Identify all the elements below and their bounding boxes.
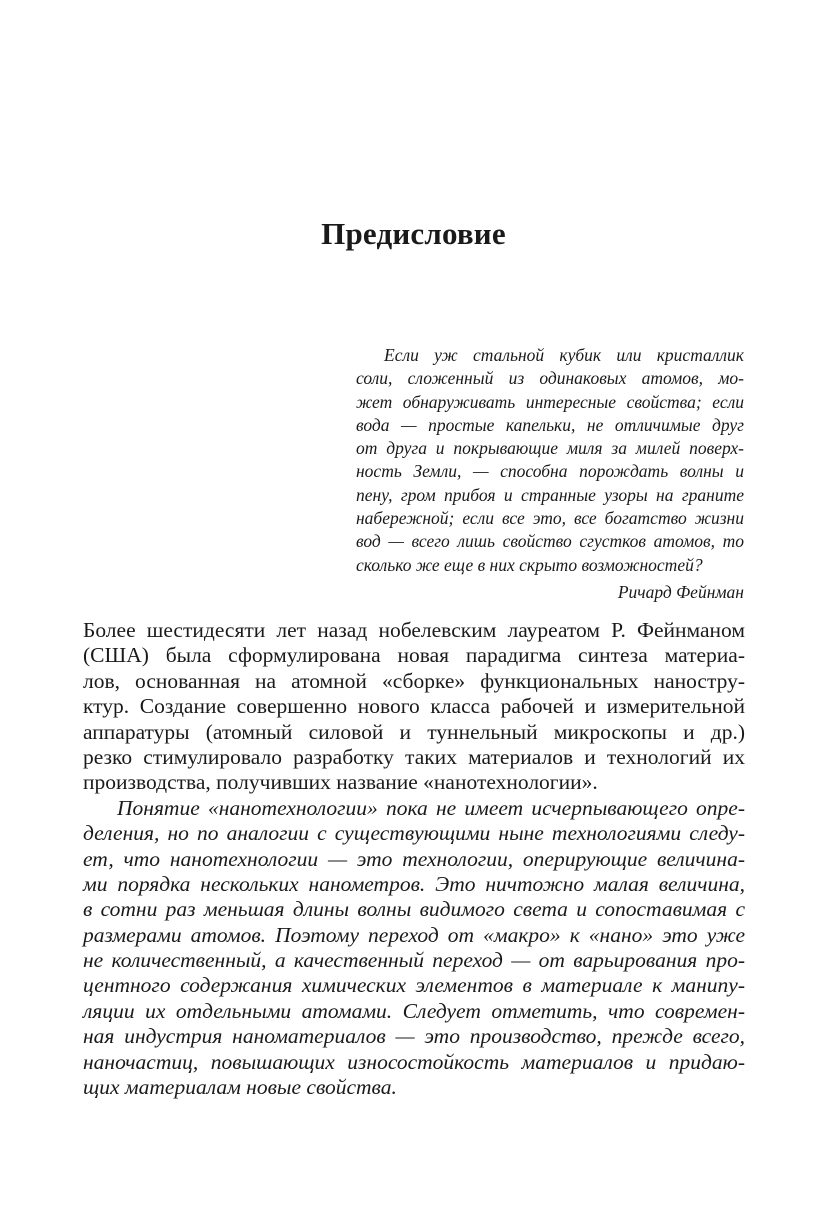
epigraph-line: пену, гром прибоя и странные узоры на граните bbox=[356, 484, 744, 505]
epigraph-author: Ричард Фейнман bbox=[617, 581, 744, 602]
epigraph bbox=[356, 344, 744, 604]
epigraph-line: жет обнаруживать интересные свойства; если bbox=[356, 391, 744, 412]
epigraph-line: Если уж стальной кубик или кристаллик bbox=[384, 345, 744, 365]
paragraph-line: лов, основанная на атомной «сборке» функциональных наностру- bbox=[83, 668, 745, 693]
paragraph-line: ляции их отдельными атомами. Следует отметить, что современ- bbox=[83, 998, 745, 1023]
epigraph-line: сколько же еще в них скрыто возможностей? bbox=[356, 554, 703, 575]
page-title: Предисловие bbox=[321, 216, 506, 251]
paragraph-line: деления, но по аналогии с существующими ныне технологиями следу- bbox=[83, 821, 745, 846]
epigraph-line: от друга и покрывающие миля за милей поверх- bbox=[356, 438, 744, 459]
paragraph-line: резко стимулировало разработку таких материалов и технологий их bbox=[83, 744, 745, 769]
epigraph-line: набережной; если все это, все богатство жизни bbox=[356, 508, 744, 529]
paragraph-line: наночастиц, повышающих износостойкость материалов и придаю- bbox=[83, 1049, 745, 1074]
epigraph-line: ность Земли, — способна порождать волны и bbox=[356, 461, 744, 482]
paragraph-line: щих материалам новые свойства. bbox=[83, 1075, 397, 1100]
paragraph-line: размерами атомов. Поэтому переход от «макро» к «нано» это уже bbox=[83, 922, 745, 947]
paragraph-line: ми порядка нескольких нанометров. Это ничтожно малая величина, bbox=[83, 871, 745, 896]
epigraph-line: соли, сложенный из одинаковых атомов, мо- bbox=[356, 368, 744, 389]
paragraph-2 bbox=[83, 796, 745, 1101]
paragraph-line: (США) была сформулирована новая парадигма синтеза материа- bbox=[83, 643, 745, 668]
paragraph-line: аппаратуры (атомный силовой и туннельный микроскопы и др.) bbox=[83, 719, 745, 744]
paragraph-line: ктур. Создание совершенно нового класса рабочей и измерительной bbox=[83, 694, 745, 719]
paragraph-line: ная индустрия наноматериалов — это производство, прежде всего, bbox=[83, 1024, 745, 1049]
paragraph-1 bbox=[83, 618, 745, 796]
paragraph-line: центного содержания химических элементов в материале к манипу- bbox=[83, 973, 745, 998]
paragraph-line: в сотни раз меньшая длины волны видимого света и сопоставимая с bbox=[83, 897, 745, 922]
epigraph-line: вода — простые капельки, не отличимые друг bbox=[356, 414, 744, 435]
paragraph-line: ет, что нанотехнологии — это технологии, оперирующие величина- bbox=[83, 846, 745, 871]
paragraph-line: производства, получивших название «нанотехнологии». bbox=[83, 770, 598, 795]
body-text bbox=[83, 618, 745, 1100]
epigraph-line: вод — всего лишь свойство сгустков атомов, то bbox=[356, 531, 744, 552]
paragraph-line: Более шестидесяти лет назад нобелевским лауреатом Р. Фейнманом bbox=[83, 618, 745, 642]
paragraph-line: Понятие «нанотехнологии» пока не имеет исчерпывающего опре- bbox=[117, 795, 745, 820]
paragraph-line: не количественный, а качественный переход — от варьирования про- bbox=[83, 948, 745, 973]
